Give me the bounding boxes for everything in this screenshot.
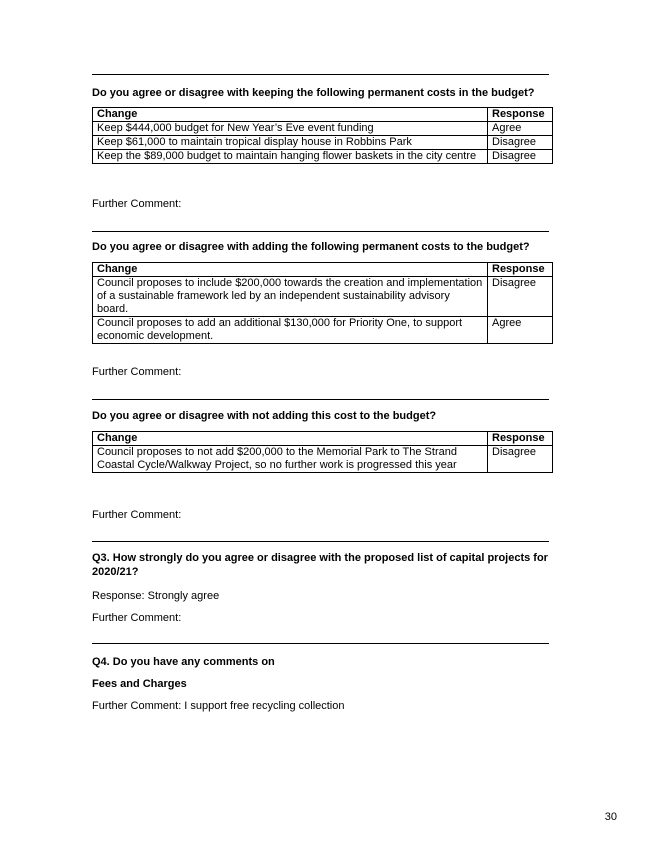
further-comment-1: Further Comment: xyxy=(92,198,182,210)
table-row xyxy=(93,277,553,317)
question-not-add-cost: Do you agree or disagree with not adding this cost to the budget? xyxy=(92,410,437,422)
table-row xyxy=(93,446,553,473)
question-keep-costs: Do you agree or disagree with keeping the following permanent costs in the budget? xyxy=(92,87,535,99)
col-response: Response xyxy=(488,263,553,277)
table-row xyxy=(93,317,553,344)
table-header-row xyxy=(93,432,553,446)
col-change: Change xyxy=(93,263,488,277)
col-response: Response xyxy=(488,432,553,446)
question-add-costs: Do you agree or disagree with adding the following permanent costs to the budget? xyxy=(92,241,530,253)
response-cell: Disagree xyxy=(488,277,553,317)
change-cell: Keep $444,000 budget for New Year’s Eve event funding xyxy=(93,122,488,136)
question-q4: Q4. Do you have any comments on xyxy=(92,656,275,668)
divider-5 xyxy=(92,643,549,644)
q3-response: Response: Strongly agree xyxy=(92,590,220,602)
change-cell: Keep the $89,000 budget to maintain hanging flower baskets in the city centre xyxy=(93,150,488,164)
q4-further-comment: Further Comment: I support free recycling collection xyxy=(92,700,345,712)
page-number: 30 xyxy=(604,811,617,823)
change-cell: Council proposes to include $200,000 towards the creation and implementation of a sustainable framework led by an independent sustainability advisory board. xyxy=(93,277,488,317)
change-cell: Council proposes to add an additional $130,000 for Priority One, to support economic development. xyxy=(93,317,488,344)
change-cell: Keep $61,000 to maintain tropical display house in Robbins Park xyxy=(93,136,488,150)
response-cell: Disagree xyxy=(488,446,553,473)
change-cell: Council proposes to not add $200,000 to the Memorial Park to The Strand Coastal Cycle/Walkway Project, so no further work is progressed this year xyxy=(93,446,488,473)
further-comment-3: Further Comment: xyxy=(92,509,182,521)
response-cell: Disagree xyxy=(488,150,553,164)
table-header-row xyxy=(93,108,553,122)
table-header-row xyxy=(93,263,553,277)
divider-2 xyxy=(92,231,549,232)
col-response: Response xyxy=(488,108,553,122)
keep-costs-table xyxy=(92,107,553,164)
q4-subheading: Fees and Charges xyxy=(92,678,187,690)
divider-3 xyxy=(92,399,549,400)
col-change: Change xyxy=(93,108,488,122)
response-cell: Disagree xyxy=(488,136,553,150)
table-row xyxy=(93,150,553,164)
divider-1 xyxy=(92,74,549,75)
not-add-cost-table xyxy=(92,431,553,473)
table-row xyxy=(93,122,553,136)
add-costs-table xyxy=(92,262,553,344)
response-cell: Agree xyxy=(488,317,553,344)
table-row xyxy=(93,136,553,150)
q3-further-comment: Further Comment: xyxy=(92,612,182,624)
question-q3: Q3. How strongly do you agree or disagree with the proposed list of capital projects for 2020/21? xyxy=(92,552,548,578)
divider-4 xyxy=(92,541,549,542)
col-change: Change xyxy=(93,432,488,446)
further-comment-2: Further Comment: xyxy=(92,366,182,378)
response-cell: Agree xyxy=(488,122,553,136)
